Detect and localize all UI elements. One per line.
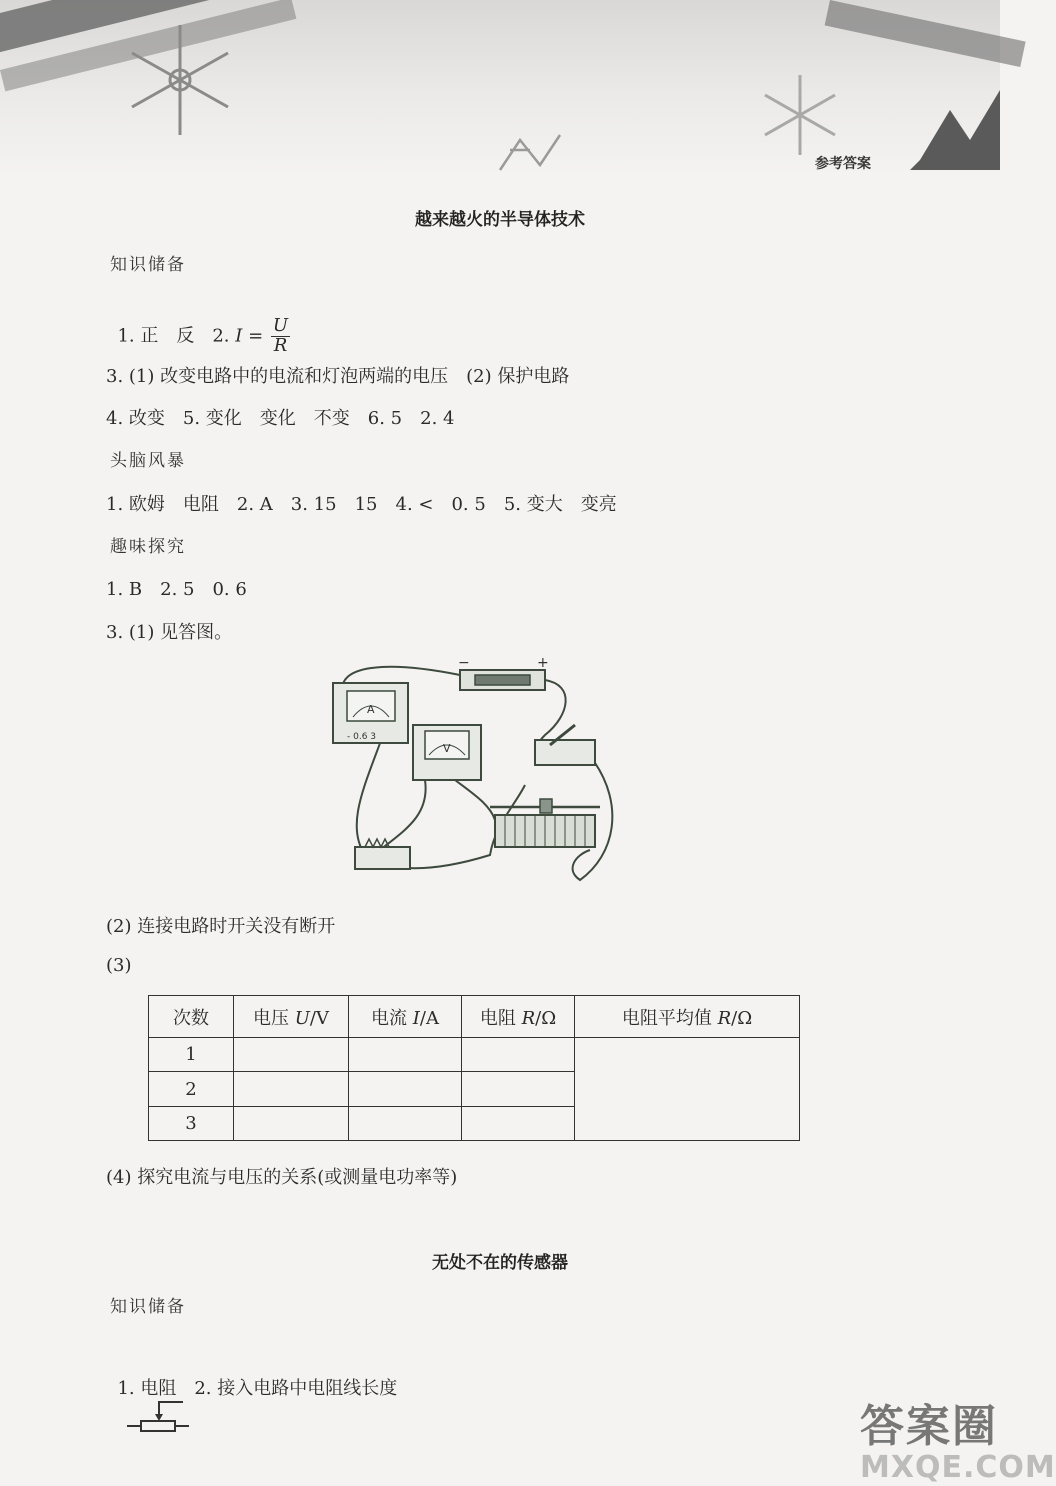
table-header-cell xyxy=(575,996,800,1038)
section-title: 无处不在的传感器 xyxy=(432,1253,568,1273)
table-header-cell: 次数 xyxy=(149,996,234,1038)
answer-line-sensor xyxy=(106,1353,397,1434)
table-header-row xyxy=(149,996,800,1038)
table-cell xyxy=(462,1038,575,1072)
rheostat xyxy=(490,799,600,847)
wire xyxy=(455,780,495,820)
header-label: 参考答案 xyxy=(815,156,871,172)
table-cell xyxy=(234,1106,349,1140)
table-cell-average xyxy=(575,1038,800,1141)
table-header-cell xyxy=(234,996,349,1038)
section-title: 越来越火的半导体技术 xyxy=(415,210,585,230)
header-variable: I xyxy=(412,1007,420,1029)
answer-line-brainstorm: 1. 欧姆 电阻 2. A 3. 15 15 4. < 0. 5 5. 变大 变亮 xyxy=(106,494,617,515)
fraction-denominator: R xyxy=(273,334,288,356)
header-unit: /Ω xyxy=(535,1007,557,1029)
header-variable: R xyxy=(521,1007,536,1029)
header-text: 电阻平均值 xyxy=(621,1007,718,1029)
ohms-law-fraction xyxy=(271,317,290,356)
section-heading-knowledge: 知识储备 xyxy=(110,255,186,275)
ammeter xyxy=(333,683,408,743)
header-text: 电压 xyxy=(253,1007,295,1029)
header-unit: /A xyxy=(419,1007,439,1029)
header-variable: R xyxy=(717,1007,732,1029)
answer-line-q4: (4) 探究电流与电压的关系(或测量电功率等) xyxy=(106,1167,458,1188)
wire xyxy=(380,780,426,850)
header-unit: /V xyxy=(309,1007,329,1029)
decorative-banner xyxy=(0,0,1000,175)
answer-line-explore-1: 1. B 2. 5 0. 6 xyxy=(106,579,247,600)
table-cell-index: 2 xyxy=(149,1072,234,1106)
voltmeter-label: V xyxy=(443,742,451,755)
answer-line-3: 3. (1) 改变电路中的电流和灯泡两端的电压 (2) 保护电路 xyxy=(106,366,570,387)
current-variable: I xyxy=(235,325,243,347)
answer-line-q3: (3) xyxy=(106,955,132,976)
answer-text: 1. 电阻 2. 接入电路中电阻线长度 xyxy=(117,1378,398,1399)
ammeter-label: A xyxy=(367,703,375,716)
answer-line-4: 4. 改变 5. 变化 变化 不变 6. 5 2. 4 xyxy=(106,408,455,429)
rheostat-symbol-icon xyxy=(127,1400,191,1434)
battery-plus-label: + xyxy=(537,655,549,671)
table-cell-index: 3 xyxy=(149,1106,234,1140)
header-unit: /Ω xyxy=(731,1007,753,1029)
watermark-en: MXQE.COM xyxy=(860,1450,1056,1485)
header-text: 电流 xyxy=(371,1007,413,1029)
equals-sign: = xyxy=(242,325,269,347)
table-cell xyxy=(234,1038,349,1072)
table-header-cell xyxy=(462,996,575,1038)
table-row xyxy=(149,1038,800,1072)
watermark-cn: 答案圈 xyxy=(860,1401,998,1452)
fraction-numerator: U xyxy=(272,315,289,336)
header-variable: U xyxy=(294,1007,310,1029)
table-cell xyxy=(349,1106,462,1140)
switch xyxy=(535,725,595,765)
table-cell xyxy=(462,1106,575,1140)
watermark xyxy=(860,1390,1056,1485)
table-cell xyxy=(234,1072,349,1106)
circuit-diagram xyxy=(325,655,615,885)
section-heading-brainstorm: 头脑风暴 xyxy=(110,451,186,471)
wire xyxy=(357,735,383,855)
snowflake-icon xyxy=(120,20,240,140)
section-heading-explore: 趣味探究 xyxy=(110,537,186,557)
answer-text: 1. 正 反 2. xyxy=(117,325,236,347)
table-cell xyxy=(349,1038,462,1072)
resistor xyxy=(355,839,410,869)
snowflake-icon xyxy=(490,120,580,180)
table-cell xyxy=(349,1072,462,1106)
snowflake-icon xyxy=(910,70,1000,170)
section-heading-knowledge: 知识储备 xyxy=(110,1297,186,1317)
table-cell-index: 1 xyxy=(149,1038,234,1072)
voltmeter xyxy=(413,725,481,780)
answer-line-1 xyxy=(106,296,290,356)
table-header-cell xyxy=(349,996,462,1038)
data-table xyxy=(148,995,800,1141)
answer-line-explore-3: 3. (1) 见答图。 xyxy=(106,622,233,643)
battery xyxy=(458,655,549,690)
ammeter-scale-label: - 0.6 3 xyxy=(347,732,377,742)
snowflake-icon xyxy=(755,70,845,160)
table-cell xyxy=(462,1072,575,1106)
battery-minus-label: − xyxy=(458,655,470,671)
answer-line-q2: (2) 连接电路时开关没有断开 xyxy=(106,916,336,937)
header-text: 电阻 xyxy=(479,1007,522,1029)
